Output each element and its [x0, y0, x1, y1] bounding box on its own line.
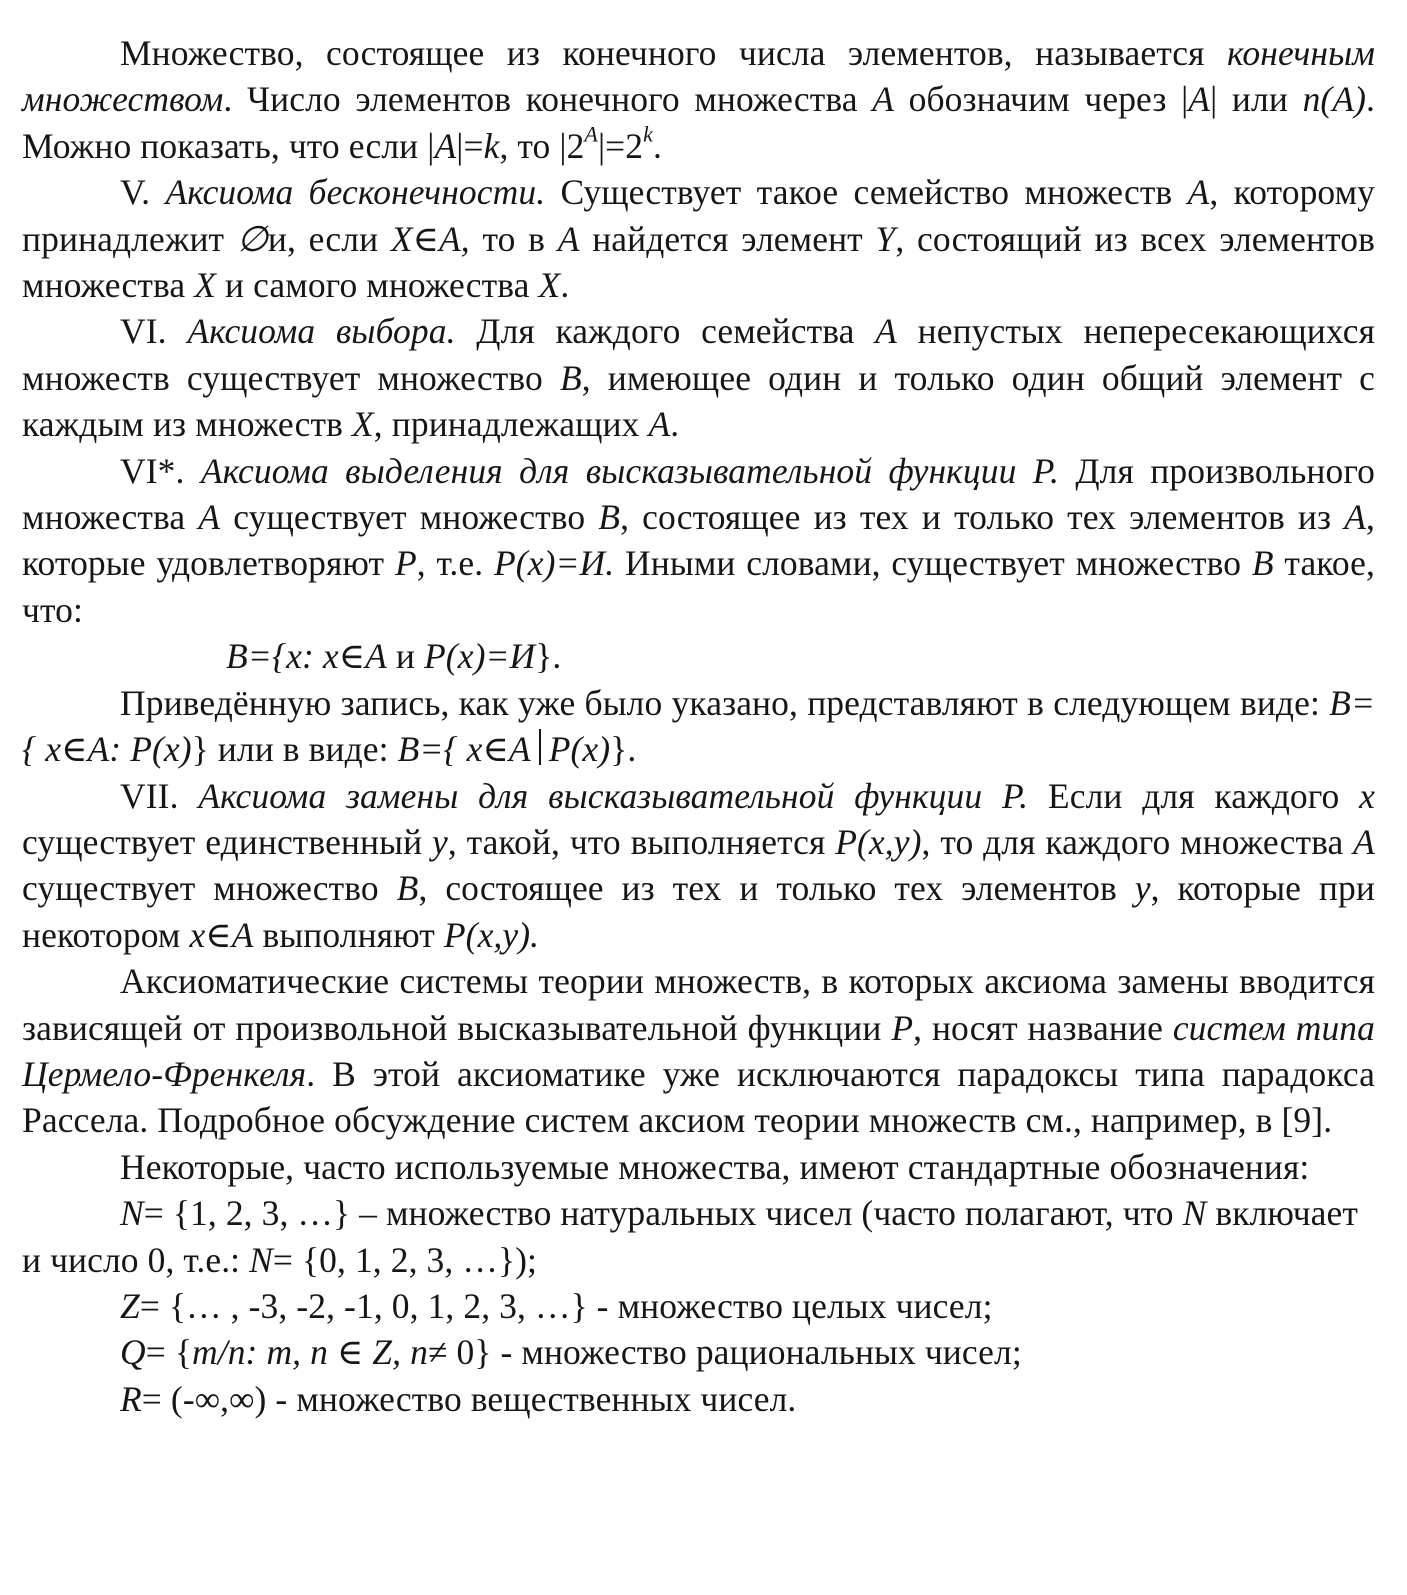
axiom-number: V. [120, 172, 151, 213]
axiom-title: Аксиома выделения для высказывательной функции P. [200, 450, 1059, 491]
text: = {… , -3, -2, -1, 0, 1, 2, 3, …} - множество целых чисел; [139, 1285, 993, 1326]
text: Для каждого семейства [476, 311, 855, 352]
text: , которому принадлежит [22, 172, 1376, 259]
text: то в [482, 218, 546, 259]
text: существует единственный [22, 821, 423, 862]
vertical-bar-symbol [539, 729, 541, 765]
math: A [1188, 79, 1211, 120]
formula-separation [22, 633, 1375, 679]
line-integers [22, 1283, 1375, 1329]
math: B={x: x∈A [226, 636, 387, 677]
math: N [249, 1239, 273, 1280]
text: Иными словами, существует множество [625, 543, 1242, 584]
axiom-number: VI*. [120, 450, 185, 491]
text: ≠ 0} - множество рациональных чисел; [427, 1332, 1022, 1373]
math: X∈A, [390, 218, 470, 259]
empty-set-symbol: ∅ [236, 218, 268, 259]
text: . [670, 404, 680, 445]
text: , т.е. [416, 543, 484, 584]
math: P [394, 543, 417, 584]
math: B [1251, 543, 1274, 584]
math: R [120, 1378, 142, 1419]
math: A [1353, 821, 1375, 862]
math: P(x)=И. [494, 543, 615, 584]
text: . В этой аксиоматике уже исключаются парадоксы типа парадокса Рассела. Подробное обсуждение систем аксиом теории множеств см., например, в [9]. [22, 1053, 1375, 1141]
paragraph-axiom-separation [22, 448, 1375, 634]
axiom-number: VII. [120, 775, 179, 816]
math-superscript: k [643, 121, 654, 147]
math: Z [120, 1285, 140, 1326]
math: m/n: m, n ∈ Z, n [192, 1332, 428, 1373]
text: , которые удовлетворяют [22, 497, 1375, 584]
math: A [875, 311, 897, 352]
math: A [1344, 497, 1367, 538]
text: = (-∞,∞) - множество вещественных чисел. [141, 1378, 797, 1419]
text: и самого множества [225, 265, 530, 306]
paragraph-axiom-infinity [22, 169, 1375, 308]
math: A [872, 79, 895, 120]
math: B [559, 357, 582, 398]
text: |= [456, 125, 484, 166]
text: Некоторые, часто используемые множества, имеют стандартные обозначения: [120, 1146, 1310, 1187]
text: . [653, 125, 663, 166]
term-zf-systems: систем типа Цермело-Френкеля [22, 1007, 1375, 1094]
text: выполняют [262, 914, 435, 955]
math: P(x)=И [424, 636, 536, 677]
text: Множество, состоящее из конечного числа элементов, называется [120, 33, 1205, 73]
math: P [891, 1007, 914, 1048]
text: | или [1210, 79, 1288, 120]
math: x [1359, 775, 1375, 816]
text: и, если [267, 218, 379, 259]
math: B [396, 868, 419, 909]
math: A [198, 497, 221, 538]
text: , то |2 [499, 125, 585, 166]
text: , состоящее из тех и только тех элементов из [620, 497, 1332, 538]
math: A [648, 404, 671, 445]
math: N [1182, 1193, 1207, 1234]
math: A [434, 125, 457, 166]
math: P(x,y) [835, 821, 922, 862]
math: x∈A [189, 914, 254, 955]
math: Q [120, 1332, 146, 1373]
axiom-number: VI. [120, 311, 167, 352]
text: Существует такое семейство множеств [560, 172, 1173, 213]
math: B={ x∈A: P(x) [22, 682, 1375, 770]
paragraph-natural-numbers [22, 1190, 1375, 1283]
text: Для произвольного множества [22, 450, 1375, 538]
text: Приведённую запись, как уже было указано, представляют в следующем виде: [120, 682, 1320, 723]
math-superscript: A [584, 121, 598, 147]
text: = {1, 2, 3, …} – множество натуральных чисел (часто полагают, что [143, 1193, 1174, 1234]
math: B [598, 497, 621, 538]
math: y [1134, 868, 1151, 909]
text: |=2 [597, 125, 644, 166]
text: = { [145, 1332, 192, 1373]
line-rationals [22, 1329, 1375, 1375]
axiom-title: Аксиома замены для высказывательной функции P. [198, 775, 1029, 816]
text: , состоящий из всех элементов множества [22, 218, 1375, 306]
math: Y [875, 218, 896, 259]
text: } или в виде: [191, 729, 389, 770]
text: найдется элемент [592, 218, 863, 259]
math: P(x,y). [443, 914, 540, 955]
axiom-title: Аксиома бесконечности. [165, 172, 546, 213]
text: , имеющее один и только один общий элемент с каждым из множеств [22, 357, 1376, 445]
math: B={ x∈A [397, 729, 531, 770]
paragraph-standard-sets [22, 1144, 1375, 1190]
text: , то для каждого множества [921, 821, 1344, 862]
math: A [557, 218, 580, 259]
math: X [538, 265, 561, 306]
math: n(A) [1302, 79, 1367, 120]
term-finite-set: конечным множеством [22, 33, 1375, 120]
text: непустых непересекающихся множеств существует множество [22, 311, 1376, 398]
text: Аксиоматические системы теории множеств, в которых аксиома замены вводится зависящей от произвольной высказывательной функции [22, 961, 1375, 1048]
text: Если для каждого [1047, 775, 1340, 816]
text: обозначим через | [908, 79, 1189, 120]
text: существует множество [22, 868, 379, 909]
text: , состоящее из тех и только тех элементов [418, 868, 1117, 909]
text: , принадлежащих [373, 404, 640, 445]
text: . Можно показать, что если | [22, 79, 1376, 166]
text: }. [535, 636, 562, 677]
math: k [483, 125, 500, 166]
text: включает и число 0, т.е.: [22, 1193, 1358, 1280]
paragraph-notation [22, 680, 1375, 773]
text: такое, что: [22, 543, 1375, 630]
text: существует множество [233, 497, 586, 538]
text: }. [610, 729, 637, 770]
text: , носят название [913, 1007, 1163, 1048]
line-reals [22, 1376, 1375, 1422]
math: X [352, 404, 374, 445]
paragraph-axiom-choice [22, 308, 1375, 447]
math: P(x) [548, 729, 611, 770]
text: , которые при некотором [22, 868, 1375, 955]
paragraph-axiom-replacement [22, 773, 1375, 959]
math: A [1187, 172, 1210, 213]
text: = {0, 1, 2, 3, …}); [272, 1239, 537, 1280]
math: y [431, 821, 448, 862]
text: , такой, что выполняется [447, 821, 826, 862]
paragraph-finite-sets [22, 30, 1375, 169]
text: . [560, 265, 570, 306]
axiom-title: Аксиома выбора. [187, 311, 456, 352]
math: X [194, 265, 217, 306]
math: N [120, 1193, 144, 1234]
text: . Число элементов конечного множества [223, 79, 858, 120]
text: и [395, 636, 416, 677]
paragraph-zermelo-fraenkel [22, 958, 1375, 1144]
